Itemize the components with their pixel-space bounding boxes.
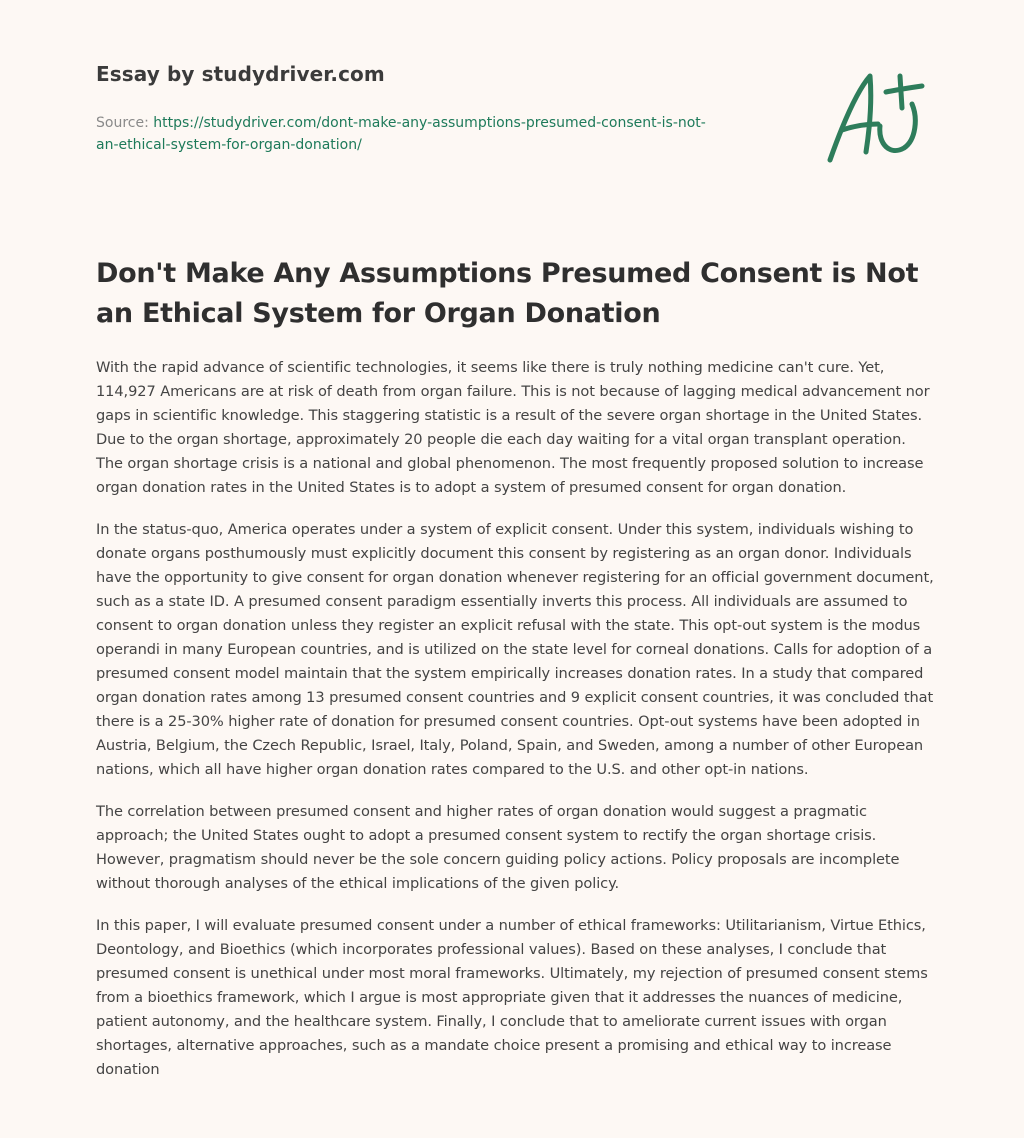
paragraph: In this paper, I will evaluate presumed consent under a number of ethical frameworks: Utilitarianism, Virtue Ethics, Deontology, and Bioethics (which incorporates professional values). Based on these analyses, I conclude that presumed consent is unethical under most moral frameworks. Ultimately, my rejection of presumed consent stems from a bioethics framework, which I argue is most appropriate given that it addresses the nuances of medicine, patient autonomy, and the healthcare system. Finally, I conclude that to ameliorate current issues with organ shortages, alternative approaches, such as a mandate choice present a promising and ethical way to increase donation <box>96 917 928 1078</box>
source-line <box>96 112 776 156</box>
paragraph: With the rapid advance of scientific technologies, it seems like there is truly nothing medicine can't cure. Yet, 114,927 Americans are at risk of death from organ failure. This is not because of lagging medical advancement nor gaps in scientific knowledge. This staggering statistic is a result of the severe organ shortage in the United States. Due to the organ shortage, approximately 20 people die each day waiting for a vital organ transplant operation. The organ shortage crisis is a national and global phenomenon. The most frequently proposed solution to increase organ donation rates in the United States is to adopt a system of presumed consent for organ donation. <box>96 359 930 496</box>
source-link-line1: https://studydriver.com/dont-make-any-assumptions-presumed-consent-is-not- <box>153 115 706 131</box>
source-link[interactable] <box>96 115 706 153</box>
paragraph: The correlation between presumed consent and higher rates of organ donation would suggest a pragmatic approach; the United States ought to adopt a presumed consent system to rectify the organ shortage crisis. However, pragmatism should never be the sole concern guiding policy actions. Policy proposals are incomplete without thorough analyses of the ethical implications of the given policy. <box>96 803 900 892</box>
essay-body <box>96 356 936 1100</box>
site-brand: Essay by studydriver.com <box>96 62 385 86</box>
essay-title: Don't Make Any Assumptions Presumed Consent is Not an Ethical System for Organ Donation <box>96 258 919 329</box>
source-label: Source: <box>96 115 154 131</box>
paragraph: In the status-quo, America operates under a system of explicit consent. Under this system, individuals wishing to donate organs posthumously must explicitly document this consent by registering as an organ donor. Individuals have the opportunity to give consent for organ donation whenever registering for an official government document, such as a state ID. A presumed consent paradigm essentially inverts this process. All individuals are assumed to consent to organ donation unless they register an explicit refusal with the state. This opt-out system is the modus operandi in many European countries, and is utilized on the state level for corneal donations. Calls for adoption of a presumed consent model maintain that the system empirically increases donation rates. In a study that compared organ donation rates among 13 presumed consent countries and 9 explicit consent countries, it was concluded that there is a 25-30% higher rate of donation for presumed consent countries. Opt-out systems have been adopted in Austria, Belgium, the Czech Republic, Israel, Italy, Poland, Spain, and Sweden, among a number of other European nations, which all have higher organ donation rates compared to the U.S. and other opt-in nations. <box>96 521 934 778</box>
source-link-line2: an-ethical-system-for-organ-donation/ <box>96 137 362 153</box>
page-header <box>96 62 776 156</box>
a-plus-logo-icon <box>820 64 930 168</box>
